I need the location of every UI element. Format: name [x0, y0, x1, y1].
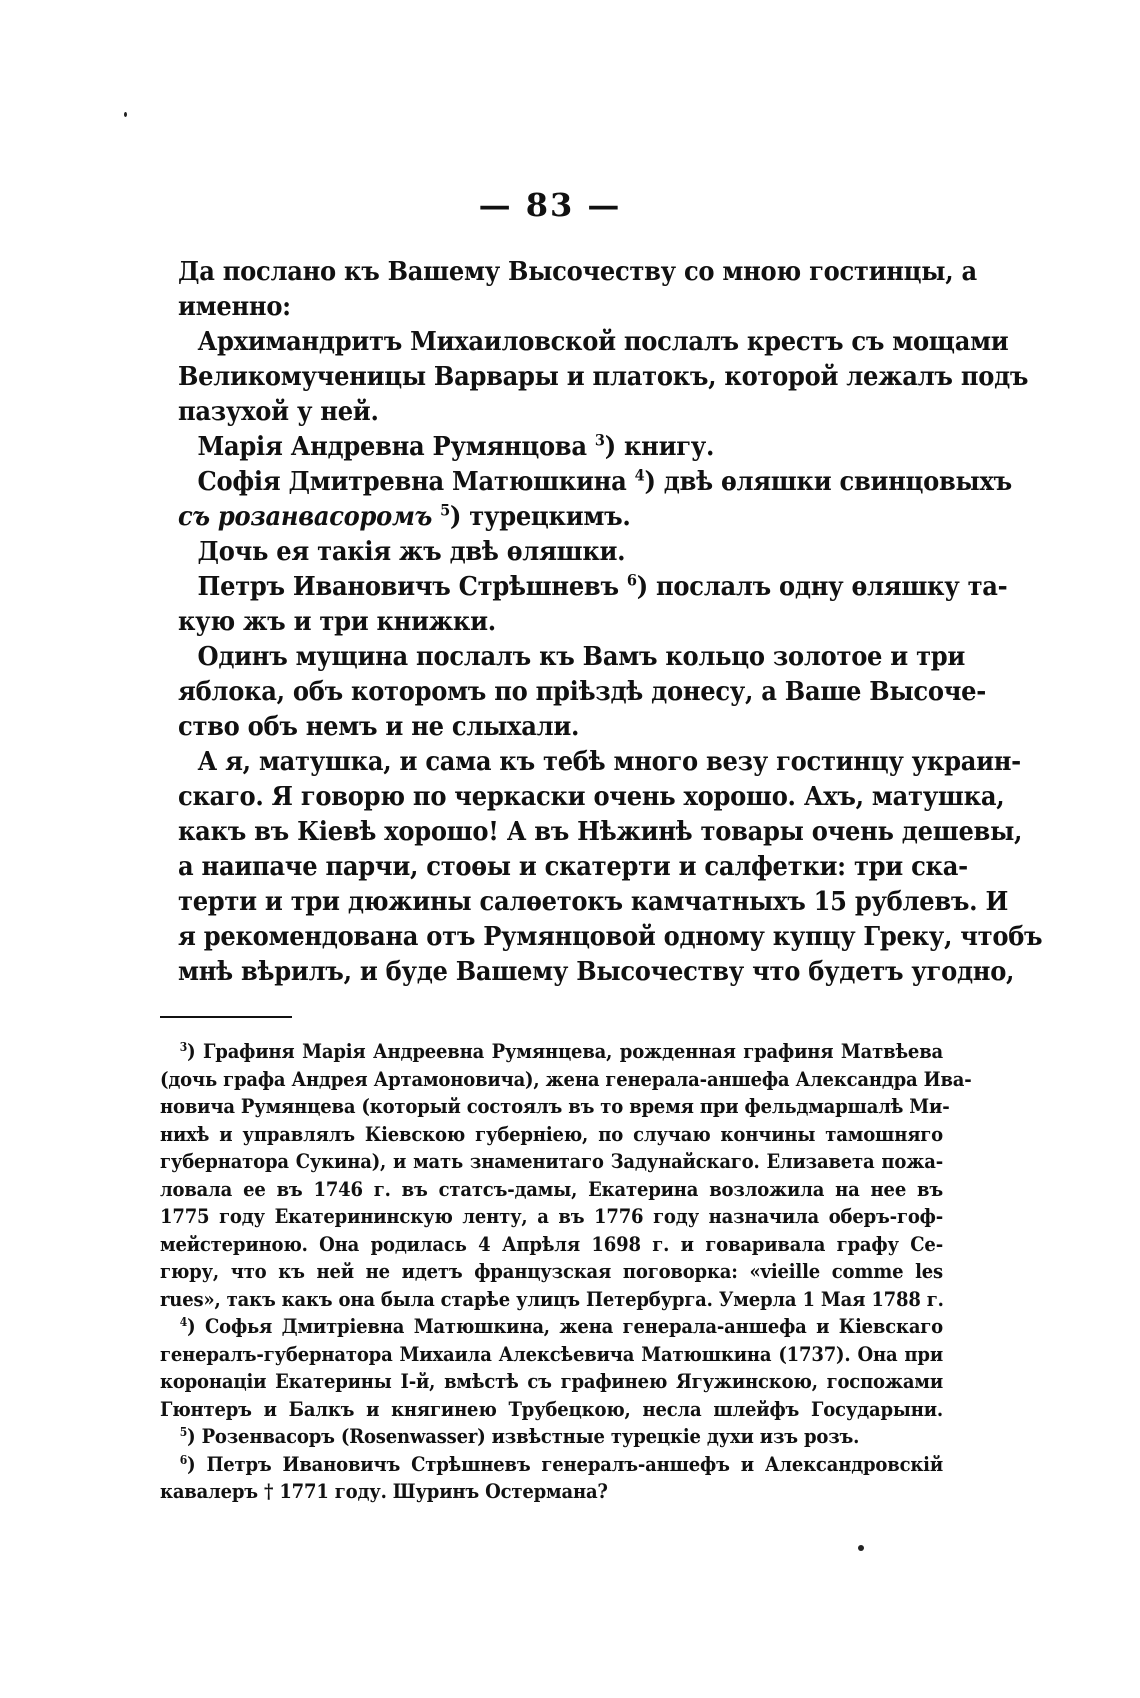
footnote-divider — [160, 1016, 292, 1018]
text-line: пазухой у ней. — [178, 397, 379, 427]
footnote-line — [160, 1313, 943, 1341]
text-line: яблока, объ которомъ по пріѣздѣ донесу, а Ваше Высоче- — [178, 677, 986, 707]
text-line — [178, 570, 1008, 605]
footnote-line: новича Румянцева (который состоялъ въ то время при фельдмаршалѣ Ми- — [160, 1094, 950, 1118]
main-text — [178, 255, 1043, 990]
text-span: ) Софья Дмитріевна Матюшкина, жена генерала-аншефа и Кіевскаго — [187, 1314, 943, 1338]
text-line: Великомученицы Варвары и платокъ, которой лежалъ подъ — [178, 362, 1029, 392]
text-line: кую жъ и три книжки. — [178, 607, 496, 637]
text-line — [178, 430, 885, 465]
footnote-line — [160, 1038, 943, 1066]
text-line: мнѣ вѣрилъ, и буде Вашему Высочеству что будетъ угодно, — [178, 957, 1015, 987]
footnote-line: гюру, что къ ней не идетъ французская поговорка: «vieille comme les — [160, 1259, 943, 1283]
text-line — [178, 465, 1012, 500]
footnote-line: нихѣ и управлялъ Кіевскою губерніею, по случаю кончины тамошняго — [160, 1121, 943, 1146]
footnote-line: ловала ее въ 1746 г. въ статсъ-дамы, Екатерина возложила на нее въ — [160, 1176, 943, 1201]
text-span: Петръ Ивановичъ Стрѣшневъ — [197, 572, 619, 602]
footnote-ref: 4 — [634, 465, 645, 485]
footnote-line: Гюнтеръ и Балкъ и княгинею Трубецкою, несла шлейфъ Государыни. — [160, 1396, 943, 1421]
footnote-line: 1775 году Екатерининскую ленту, а въ 1776 году назначила оберъ-гоф- — [160, 1204, 943, 1228]
text-line: именно: — [178, 292, 291, 322]
footnote-line: губернатора Сукина), и мать знаменитаго Задунайскаго. Елизавета пожа- — [160, 1149, 943, 1173]
footnote-line: мейстериною. Она родилась 4 Апрѣля 1698 г. и говаривала графу Се- — [160, 1231, 943, 1256]
text-line: скаго. Я говорю по черкаски очень хорошо. Ахъ, матушка, — [178, 782, 1005, 812]
text-span: ) турецкимъ. — [449, 502, 631, 532]
text-line: Дочь ея такія жъ двѣ ѳляшки. — [197, 537, 626, 567]
footnote-line: кавалеръ † 1771 году. Шуринъ Остермана? — [160, 1479, 608, 1503]
text-line: ство объ немъ и не слыхали. — [178, 712, 580, 742]
footnote-marker: 6 — [179, 1452, 188, 1467]
footnote-line: коронаціи Екатерины I-й, вмѣстѣ съ графинею Ягужинскою, госпожами — [160, 1369, 943, 1393]
text-line: А я, матушка, и сама къ тебѣ много везу гостинцу украин- — [197, 747, 1021, 777]
text-line: Архимандритъ Михаиловской послалъ крестъ съ мощами — [197, 327, 1009, 357]
text-span: ) Графиня Марія Андреевна Румянцева, рожденная графиня Матвѣева — [187, 1039, 943, 1063]
text-span: ) Розенвасоръ (Rosenwasser) извѣстные турецкіе духи изъ розъ. — [187, 1424, 860, 1448]
footnote-marker: 5 — [179, 1424, 188, 1439]
footnotes — [160, 1038, 972, 1506]
text-line: какъ въ Кіевѣ хорошо! А въ Нѣжинѣ товары очень дешевы, — [178, 817, 1023, 847]
text-span: ) книгу. — [604, 432, 715, 462]
footnote-line: rues», такъ какъ она была старѣе улицъ Петербурга. Умерла 1 Мая 1788 г. — [160, 1286, 944, 1311]
footnote-ref: 5 — [440, 500, 450, 520]
footnote-marker: 3 — [179, 1039, 188, 1054]
text-span: ) послалъ одну ѳляшку та- — [636, 572, 1008, 602]
text-span: ) двѣ ѳляшки свинцовыхъ — [644, 467, 1012, 497]
text-span: Марія Андревна Румянцова — [197, 432, 587, 462]
footnote-line — [160, 1451, 943, 1479]
footnote-ref: 3 — [594, 430, 605, 450]
text-line: а наипаче парчи, стоѳы и скатерти и салфетки: три ска- — [178, 852, 968, 882]
footnote-line: (дочь графа Андрея Артамоновича), жена генерала-аншефа Александра Ива- — [160, 1066, 972, 1091]
italic-phrase: съ розанвасоромъ — [178, 502, 433, 532]
text-line: Одинъ мущина послалъ къ Вамъ кольцо золотое и три — [197, 642, 966, 672]
text-line: Да послано къ Вашему Высочеству со мною гостинцы, а — [178, 257, 977, 287]
scan-speck — [124, 112, 127, 117]
text-span: ) Петръ Ивановичъ Стрѣшневъ генералъ-аншефъ и Александровскій — [187, 1451, 943, 1476]
text-line — [178, 500, 885, 535]
scan-speck — [858, 1545, 864, 1551]
text-span: Софія Дмитревна Матюшкина — [197, 467, 627, 497]
footnote-line — [160, 1423, 943, 1451]
footnote-marker: 4 — [179, 1314, 188, 1329]
text-line: я рекомендована отъ Румянцовой одному купцу Греку, чтобъ — [178, 922, 1043, 952]
page-number: — 83 — — [478, 186, 622, 224]
text-line: терти и три дюжины салѳетокъ камчатныхъ 15 рублевъ. И — [178, 887, 1009, 917]
footnote-line: генералъ-губернатора Михаила Алексѣевича Матюшкина (1737). Она при — [160, 1341, 943, 1366]
footnote-ref: 6 — [626, 570, 637, 590]
